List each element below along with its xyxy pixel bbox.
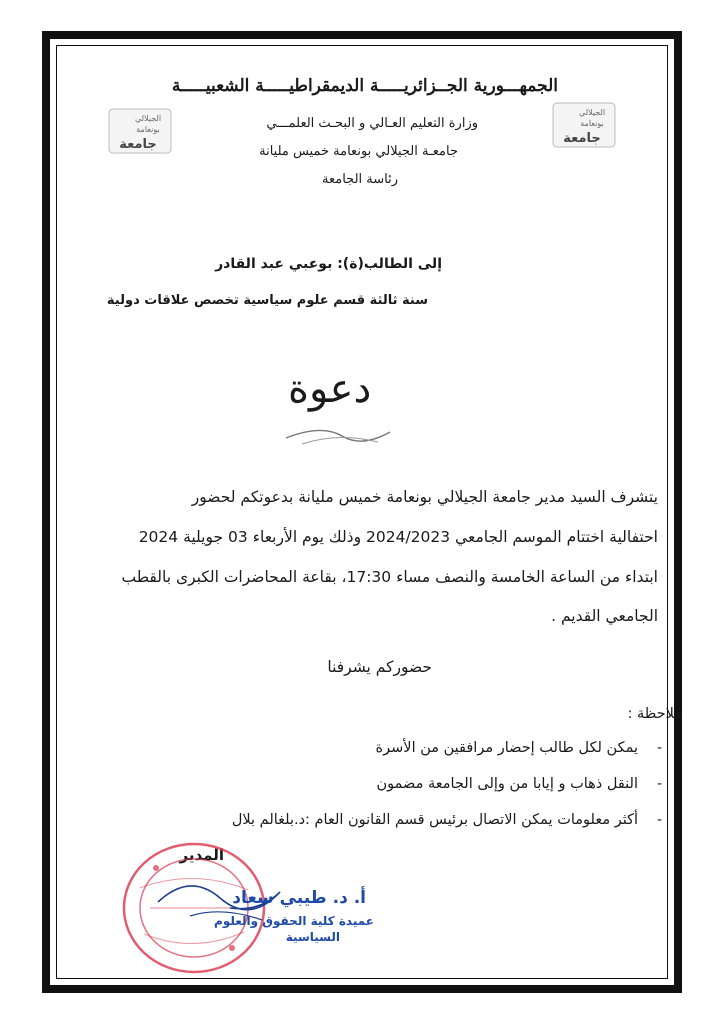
logo-left-line2: بونعامة: [136, 125, 160, 134]
ministry-line: وزارة التعليم العـالي و البحـث العلمـــي: [266, 116, 478, 131]
title-flourish: [282, 420, 394, 450]
signatory-title-line2: السياسية: [285, 930, 340, 944]
body-line-2: احتفالية اختتام الموسم الجامعي 2024/2023 وذلك يوم الأربعاء 03 جويلية 2024: [138, 528, 658, 546]
presidency-line: رئاسة الجامعة: [322, 172, 398, 187]
director-heading: المدير: [179, 846, 224, 864]
university-logo-left: [108, 108, 172, 154]
body-line-4: الجامعي القديم .: [551, 607, 658, 625]
recipient-name: إلى الطالب(ة): بوعبي عبد القادر: [215, 256, 442, 272]
logo-right-line2: بونعامة: [580, 119, 604, 128]
notes-heading: ملاحظة :: [627, 706, 682, 722]
logo-right-word: جامعة: [563, 131, 601, 146]
invitation-title: دعوة: [288, 366, 372, 412]
note-dash-3: -: [656, 812, 662, 828]
logo-left-word: جامعة: [119, 137, 157, 152]
body-line-3: ابتداء من الساعة الخامسة والنصف مساء 17:30، بقاعة المحاضرات الكبرى بالقطب: [121, 568, 658, 586]
note-item-3: أكثر معلومات يمكن الاتصال برئيس قسم القانون العام :د.بلغالم بلال: [231, 812, 638, 828]
university-logo-right: [552, 102, 616, 148]
university-line: جامعـة الجيلالي بونعامة خميس مليانة: [259, 144, 458, 159]
note-dash-2: -: [656, 776, 662, 792]
note-item-1: يمكن لكل طالب إحضار مرافقين من الأسرة: [375, 740, 638, 756]
logo-right-line1: الجيلالي: [578, 108, 606, 117]
body-line-1: يتشرف السيد مدير جامعة الجيلالي بونعامة خميس مليانة بدعوتكم لحضور: [191, 488, 658, 506]
recipient-program: سنة ثالثة قسم علوم سياسية تخصص علاقات دولية: [106, 293, 428, 308]
signatory-name: أ. د. طيبي سعاد: [232, 888, 366, 908]
closing-line: حضوركم يشرفنا: [327, 658, 432, 676]
signatory-title-line1: عميدة كلية الحقوق والعلوم: [214, 914, 374, 928]
note-dash-1: -: [656, 740, 662, 756]
republic-heading: الجمهـــورية الجــزائريـــــة الديمقراطيـــــة الشعبيـــــة: [171, 76, 558, 96]
note-item-2: النقل ذهاب و إيابا من وإلى الجامعة مضمون: [376, 776, 638, 792]
logo-left-line1: الجيلالي: [134, 114, 162, 123]
